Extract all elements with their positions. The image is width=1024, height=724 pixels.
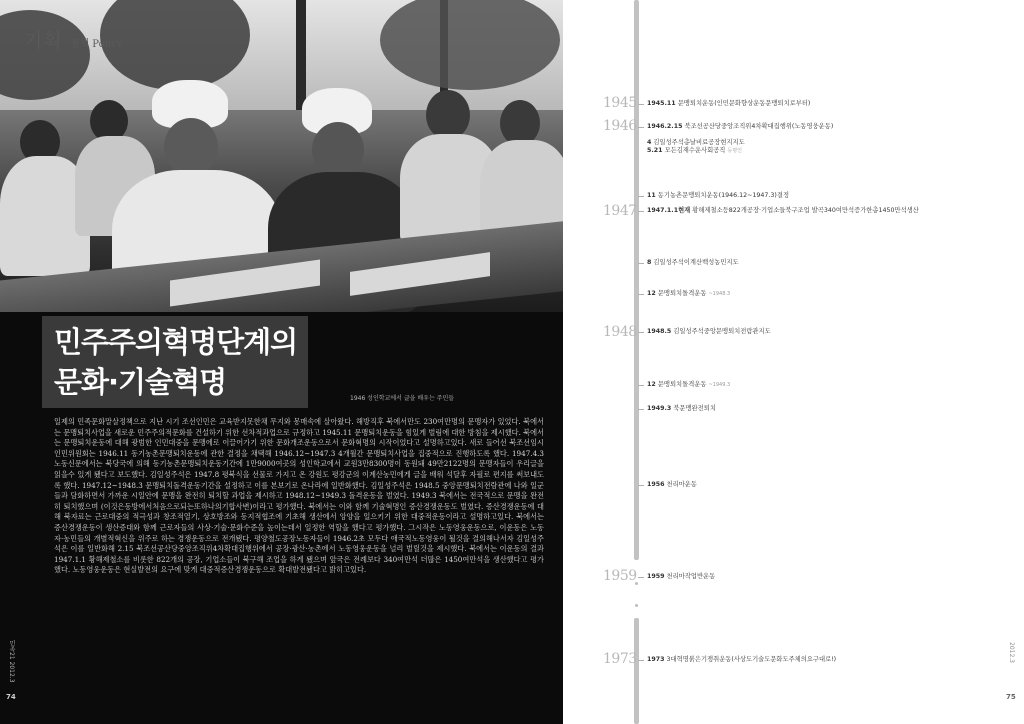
- entry-date: 12: [647, 290, 656, 297]
- article-title-line-1: 민주주의혁명단계의: [54, 325, 298, 359]
- entry-date: 1956: [647, 481, 665, 488]
- entry-note: ~1948.3: [708, 291, 731, 297]
- right-page: [563, 0, 1024, 724]
- section-tag-main: 기획: [24, 30, 63, 52]
- article-body: 일제의 민족문화말살정책으로 지난 시기 조선인민은 교육받지못한채 무지와 몽매속에 살아왔다. 해방직후 북에서만도 230여만명의 문맹자가 있었다. 북에서는 문맹퇴치사업을 새로운 민주주의적문화를 건설하기 위한 선차적과업으로 규정하고 1945.11 문맹퇴치운동을 힘있게 벌림에 대한 방침을 제시했다. 북에서는 문맹퇴치운동에 대해 광범한 인민대중을 문맹에로 이끌어가기 위한 문화개조운동으로서 문화혁명의 시작이었다고 설명하고있다. 새로 들어선 북조선임시인민위원회는 1946.11 동기농촌문맹퇴치운동에 관한 결정을 채택해 1946.12~1947.3 4개월간 문맹퇴치사업을 집중적으로 진행하도록 했다. 1947.4.3 노동신문에서는 북당국에 의해 동기농촌문맹퇴치운동기간에 1만9000여곳의 성인학교에서 교원3만8300명이 동원돼 49만2122명의 문맹자들이 우리글을 읽을수 있게 됐다고 보도했다. 김일성주석은 1947.8 평북식을 선물로 가지고 온 강원도 평강군의 이계산농민에게 글을 배워 석달후 자필로 편지를 써보내도록 했다. 1947.12~1948.3 문맹퇴치돌격운동기간을 설정하고 이를 본보기로 온나라에 일반화했다. 김일성주석은 1948.5 중앙문맹퇴치전람관에 나와 일군들과 담화하면서 가까운 시일안에 문맹을 완전히 퇴치할 과업을 제시하고 1948.12~1949.3 돌격운동을 벌였다. 1949.3 북에서는 전국적으로 문맹을 완전히 퇴치했으며 (이것은동방에서처음으로되는또하나의기합사변)이라고 평가했다. 북에서는 이와 함께 기술혁명인 증산경쟁운동도 벌였다. 증산경쟁운동에 대해 북자료는 근로대중의 적극성과 창조적열기, 상호방조와 동지적협조에 기초해 생산에서 앙양을 일으키기 위한 대중적운동이라고 설명하고있다. 북에서는 증산경쟁운동이 생산증대와 함께 근로자들의 사상·기술·문화수준을 높이는데서 일정한 역할을 했다고 평가했다. 그시작은 노동영웅운동으로, 이운동은 노동자·농민들의 개별적혁신을 위주로 하는 경쟁운동으로 전개됐다. 평양철도공장노동자들이 1946.2초 모두다 애국적노동영웅이 될것을 결의해나서자 김일성주석은 이를 일반화해 2.15 북조선공산당중앙조직위4차확대집행위에서 공장·광산·농촌에서 노동영웅운동을 널리 벌릴것을 제시했다. 북에서는 이운동의 결과 1947.1.1 황해제철소를 비롯한 822개의 공장, 기업소들이 북구해 조업을 하게 됐으며 앞국은 전례보다 340여만석 더많은 1450여만석을 생산했다고 평가했다. 노동영웅운동은 현실발전의 요구에 맞게 대중적증산경쟁운동으로 확대발전됐다고 밝히고있다.: [54, 417, 544, 575]
- section-tag: [24, 26, 122, 53]
- entry-text: 문맹퇴치돌격운동: [657, 290, 707, 297]
- entry-date: 1947.1.1: [647, 207, 679, 214]
- entry-bold: 현재: [678, 207, 691, 214]
- entry-text: 천리마운동: [666, 481, 697, 488]
- year-1945: 1945: [603, 95, 637, 111]
- timeline-entry: [647, 481, 697, 489]
- entry-date: 12: [647, 381, 656, 388]
- entry-date: 1945.11: [647, 100, 676, 107]
- article-title-line-2: 문화·기술혁명: [54, 365, 227, 399]
- entry-text: 북조선공산당중앙조직위4차확대집행위(노동영웅운동): [684, 123, 834, 130]
- entry-text: 문맹퇴치돌격운동: [657, 381, 707, 388]
- entry-date: 1946.2.15: [647, 123, 683, 130]
- year-1973: 1973: [603, 651, 637, 667]
- section-tag-sub: 정책 Policy: [69, 39, 123, 50]
- entry-date: 11: [647, 192, 656, 199]
- entry-text: 김일성주석총날비료공장현지지도: [653, 139, 745, 146]
- entry-note: 등평인: [727, 148, 742, 154]
- right-issue-meta: 2012.3: [1008, 642, 1015, 663]
- timeline-entry: [647, 147, 742, 155]
- entry-date: 1973: [647, 656, 665, 663]
- entry-date: 1959: [647, 573, 665, 580]
- entry-text: 3대혁명붉은기쟁취운동(사상도기술도문화도주체의요구대로!): [666, 656, 837, 663]
- timeline-dot: [635, 604, 638, 607]
- entry-note: ~1949.3: [708, 382, 731, 388]
- entry-text: 김일성주석이계산백성농민지도: [653, 259, 739, 266]
- entry-date: 5.21: [647, 147, 663, 154]
- timeline-entry: [647, 259, 739, 267]
- entry-text: 북문맹완전퇴치: [673, 405, 716, 412]
- left-issue-meta: 민족21 2012.3: [8, 640, 15, 683]
- timeline-entry: [647, 139, 745, 147]
- year-1959: 1959: [603, 568, 637, 584]
- timeline-entry: [647, 381, 730, 389]
- year-1948: 1948: [603, 324, 637, 340]
- photo-tree-trunk: [296, 0, 306, 110]
- entry-date: 4: [647, 139, 652, 146]
- timeline-entry: [647, 100, 810, 108]
- timeline-entry: [647, 290, 730, 298]
- entry-text: 김일성주석중앙문맹퇴치전람관지도: [673, 328, 771, 335]
- year-1946: 1946: [603, 118, 637, 134]
- entry-date: 8: [647, 259, 652, 266]
- timeline-entry: [647, 123, 833, 131]
- timeline-entry: [647, 192, 789, 200]
- entry-text: 문맹퇴치운동(인민문화향상운동문맹퇴치로부터): [677, 100, 811, 107]
- year-1947: 1947: [603, 203, 637, 219]
- timeline-bar: [634, 0, 639, 560]
- entry-text: 동기농촌문맹퇴치운동(1946.12~1947.3)결정: [657, 192, 790, 199]
- timeline-entry: [647, 656, 836, 664]
- left-page-number: 74: [6, 693, 16, 701]
- entry-date: 1948.5: [647, 328, 672, 335]
- timeline-entry: [647, 405, 716, 413]
- entry-text: 모든김재수운사회공직: [664, 147, 726, 154]
- timeline-entry: [647, 207, 919, 215]
- entry-text: 천리마작업반운동: [666, 573, 716, 580]
- photo-caption: 1946 성인학교에서 글을 배우는 주민들: [350, 395, 455, 402]
- entry-date: 1949.3: [647, 405, 672, 412]
- article-title: [42, 316, 308, 408]
- timeline-entry: [647, 328, 771, 336]
- timeline-entry: [647, 573, 715, 581]
- timeline-bar: [634, 618, 639, 724]
- right-page-number: 75: [1006, 693, 1016, 701]
- entry-text: 황해제철소등822개공장·기업소들북구조업 발곡340여만석증가한총1450만석생산: [692, 207, 919, 214]
